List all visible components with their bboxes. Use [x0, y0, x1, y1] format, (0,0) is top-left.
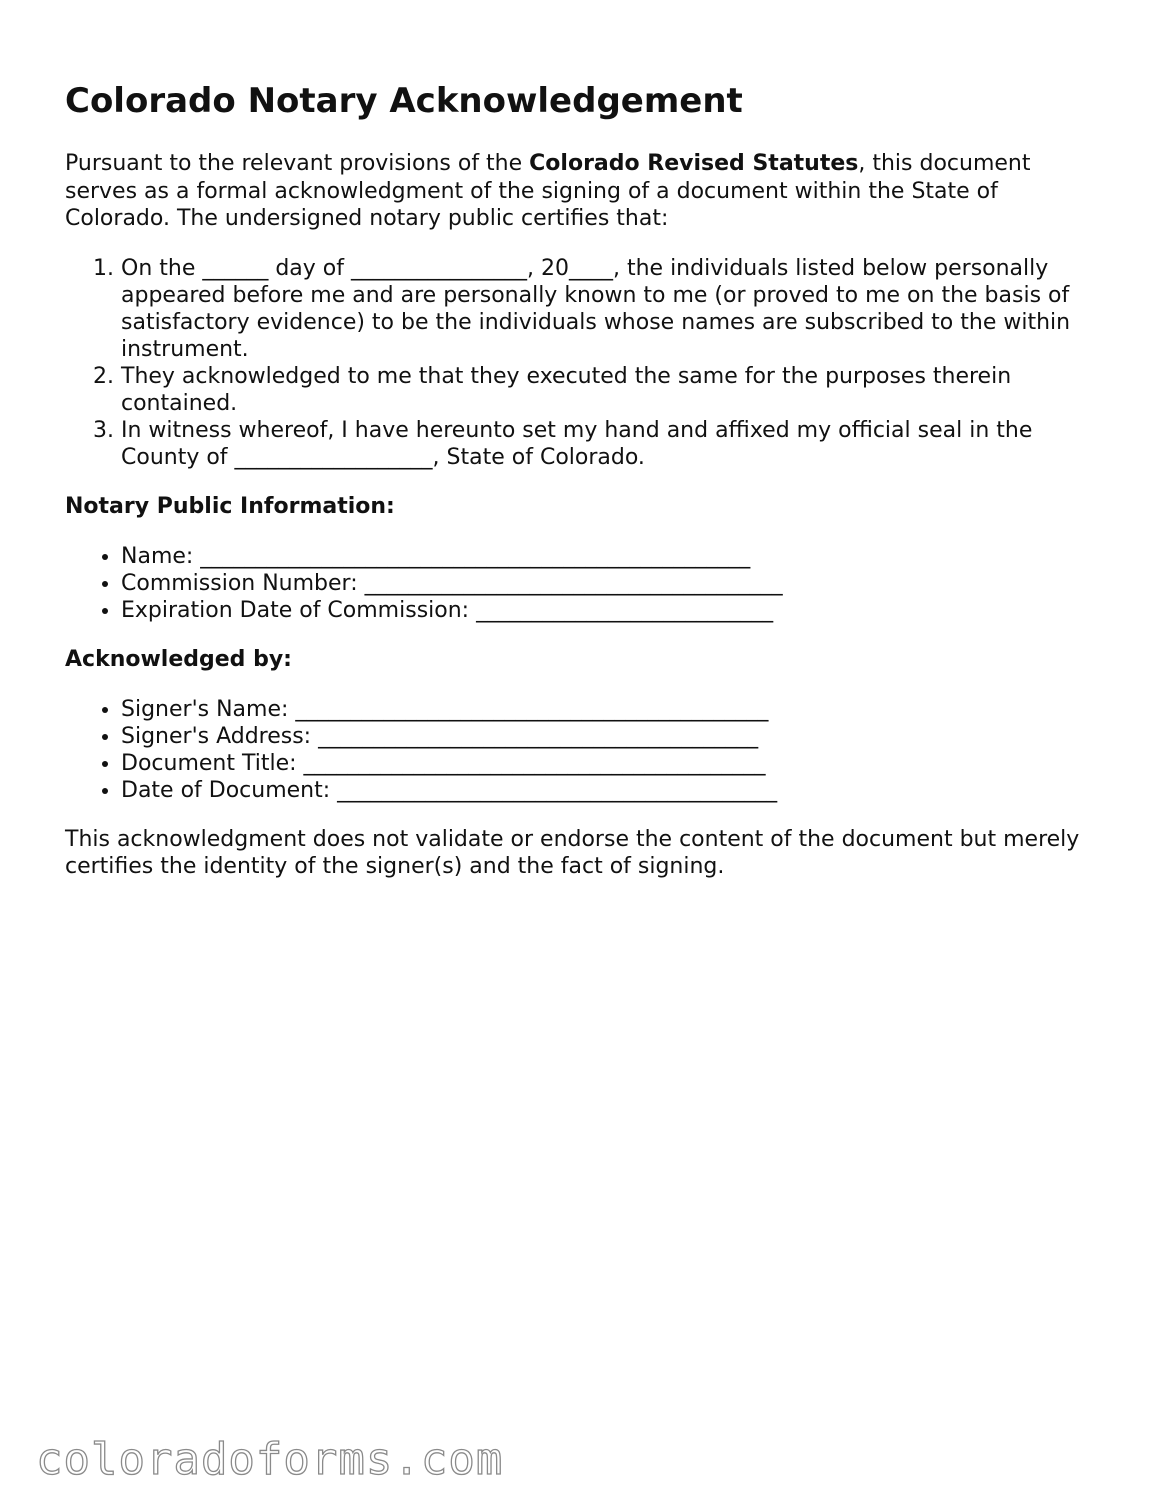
certification-list — [65, 255, 1095, 471]
notary-info-list — [65, 543, 1095, 624]
certification-item: 3. In witness whereof, I have hereunto set my hand and affixed my official seal in the County of __________________, State of Colorado. — [121, 417, 1095, 471]
notary-info-heading: Notary Public Information: — [65, 493, 395, 519]
signer-name-field: • Signer's Name: ___________________________________________ — [121, 696, 1095, 723]
closing-paragraph: This acknowledgment does not validate or endorse the content of the document but merely certifies the identity of the signer(s) and the fact of signing. — [65, 826, 1080, 879]
acknowledged-by-heading: Acknowledged by: — [65, 646, 292, 672]
site-watermark: coloradoforms.com — [36, 1434, 504, 1485]
notary-name-field: • Name: __________________________________________________ — [121, 543, 1095, 570]
signer-info-list — [65, 696, 1095, 804]
certification-item: 1. On the ______ day of ________________, 20____, the individuals listed below personally appeared before me and are personally known to me (or proved to me on the basis of satisfactory evidence) to be the individuals whose names are subscribed to the within instrument. — [121, 255, 1095, 363]
document-title-field: • Document Title: __________________________________________ — [121, 750, 1095, 777]
document-title: Colorado Notary Acknowledgement — [65, 81, 743, 121]
intro-text-before: Pursuant to the relevant provisions of the — [65, 151, 530, 176]
document-date-field: • Date of Document: ________________________________________ — [121, 777, 1095, 804]
commission-expiration-field: • Expiration Date of Commission: ___________________________ — [121, 597, 1095, 624]
certification-item: 2. They acknowledged to me that they executed the same for the purposes therein contained. — [121, 363, 1095, 417]
statute-name: Colorado Revised Statutes — [529, 151, 859, 176]
intro-text-after: , this document serves as a formal acknowledgment of the signing of a document within the State of Colorado. The undersigned notary public certifies that: — [65, 151, 1031, 231]
document-page — [65, 78, 1095, 903]
intro-paragraph — [65, 150, 1095, 233]
signer-address-field: • Signer's Address: ________________________________________ — [121, 723, 1095, 750]
commission-number-field: • Commission Number: ______________________________________ — [121, 570, 1095, 597]
